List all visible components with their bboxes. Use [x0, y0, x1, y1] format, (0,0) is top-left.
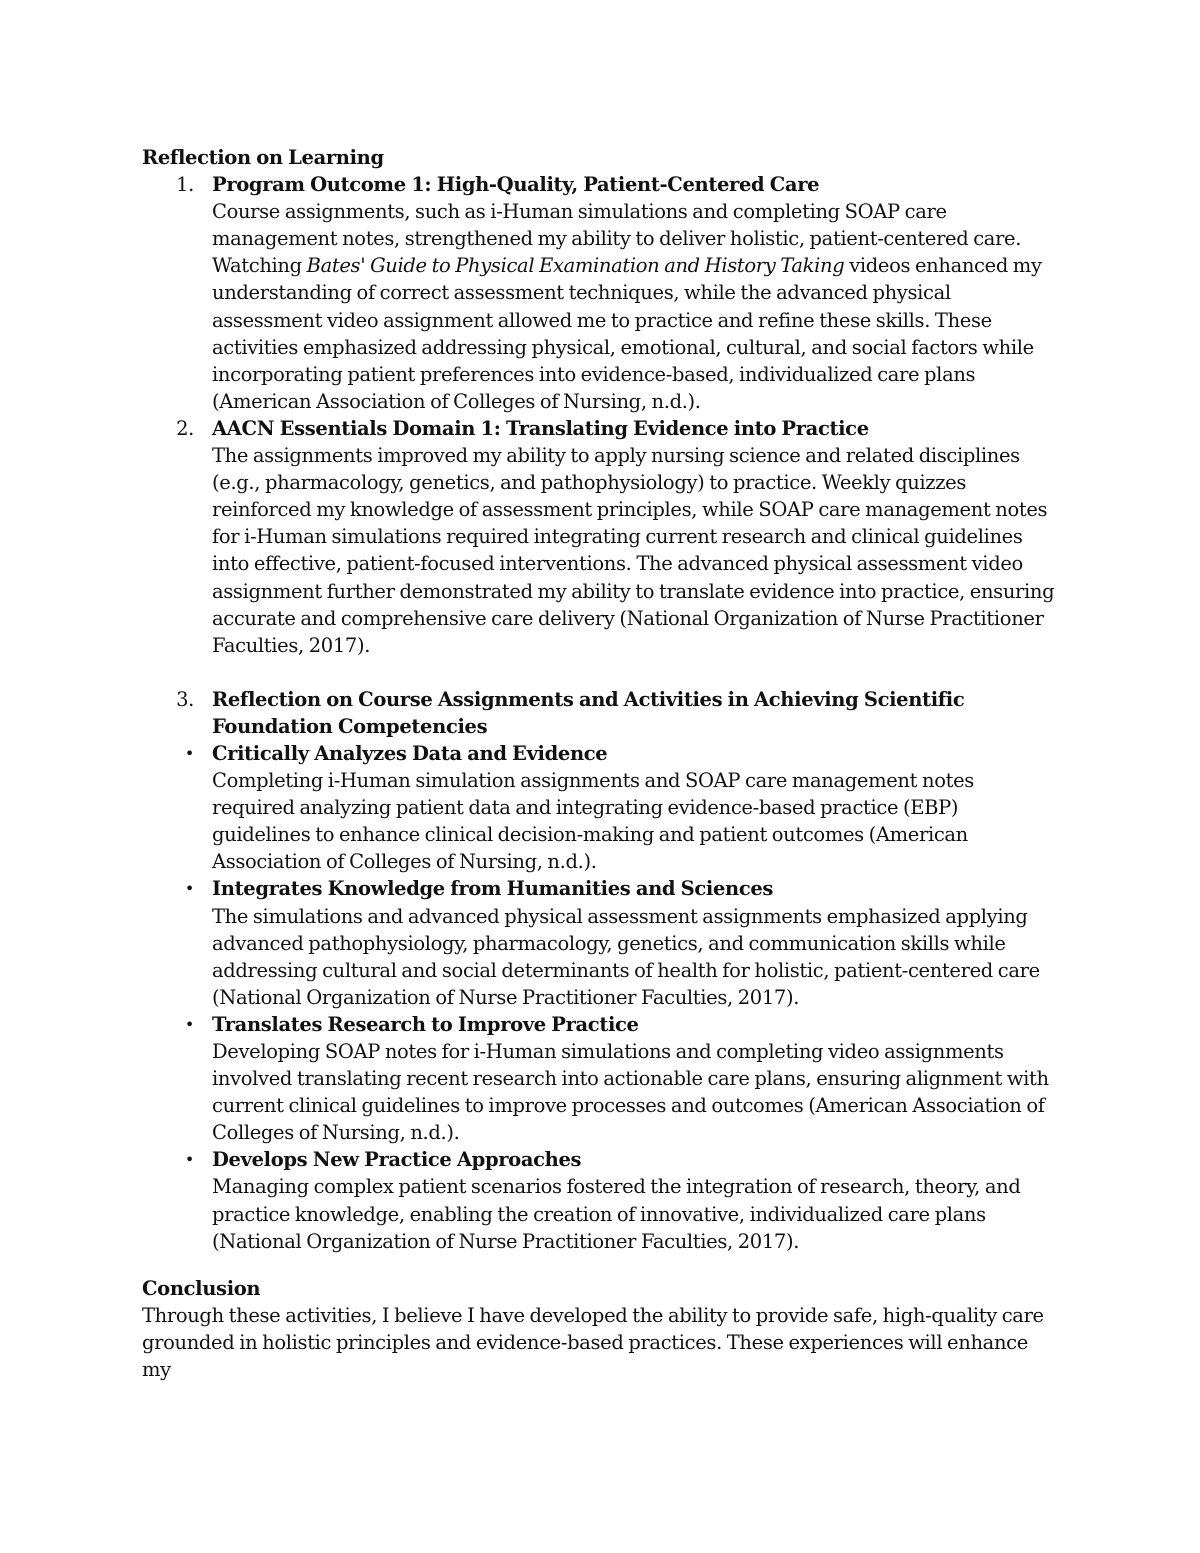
bullet-item-2 — [142, 875, 1060, 1010]
item-body: Developing SOAP notes for i-Human simulations and completing video assignments involved translating recent research into actionable care plans, ensuring alignment with current clinical guidelines to improve processes and outcomes (American Association of Colleges of Nursing, n.d.). — [212, 1040, 1049, 1145]
bullet-item-3 — [142, 1011, 1060, 1146]
spacer — [142, 659, 1060, 686]
bullet-item-4 — [142, 1146, 1060, 1254]
numbered-item-3 — [142, 686, 1060, 740]
item-title: Reflection on Course Assignments and Activities in Achieving Scientific Foundation Competencies — [212, 687, 965, 738]
spacer — [142, 1255, 1060, 1275]
item-title: Integrates Knowledge from Humanities and Sciences — [212, 877, 774, 901]
item-title: Program Outcome 1: High-Quality, Patient-Centered Care — [212, 173, 820, 197]
bullet-icon: • — [184, 879, 194, 899]
list-number: 2. — [176, 416, 194, 440]
numbered-item-1 — [142, 171, 1060, 415]
bullet-icon: • — [184, 743, 194, 763]
conclusion-paragraph: Through these activities, I believe I have developed the ability to provide safe, high-quality care grounded in holistic principles and evidence-based practices. These experiences will enhance my — [142, 1303, 1044, 1382]
item-title: Develops New Practice Approaches — [212, 1148, 582, 1172]
item-body-text: Course assignments, such as i-Human simulations and completing SOAP care management notes, strengthened my ability to deliver holistic, patient-centered care. Watching — [212, 200, 1022, 278]
item-body — [212, 198, 1060, 415]
numbered-item-2 — [142, 415, 1060, 659]
bullet-item-1 — [142, 740, 1060, 875]
item-title: AACN Essentials Domain 1: Translating Evidence into Practice — [212, 416, 869, 440]
item-body: Managing complex patient scenarios fostered the integration of research, theory, and practice knowledge, enabling the creation of innovative, individualized care plans (National Organization of Nurse Practitioner Faculties, 2017). — [212, 1175, 1021, 1253]
item-title: Critically Analyzes Data and Evidence — [212, 741, 608, 765]
document-content — [142, 144, 1060, 1383]
list-number: 1. — [176, 173, 194, 197]
item-body-text: videos enhanced my understanding of correct assessment techniques, while the advanced physical assessment video assignment allowed me to practice and refine these skills. These activities emphasized addressing physical, emotional, cultural, and social factors while incorporating patient preferences into evidence-based, individualized care plans (American Association of Colleges of Nursing, n.d.). — [212, 254, 1042, 413]
section-heading-conclusion: Conclusion — [142, 1276, 261, 1300]
list-number: 3. — [176, 687, 194, 711]
item-body: The simulations and advanced physical assessment assignments emphasized applying advanced pathophysiology, pharmacology, genetics, and communication skills while addressing cultural and social determinants of health for holistic, patient-centered care (National Organization of Nurse Practitioner Faculties, 2017). — [212, 904, 1040, 1009]
book-title: Bates' Guide to Physical Examination and History Taking — [306, 254, 845, 278]
item-title: Translates Research to Improve Practice — [212, 1012, 639, 1036]
bullet-icon: • — [184, 1150, 194, 1170]
item-body: The assignments improved my ability to apply nursing science and related disciplines (e.g., pharmacology, genetics, and pathophysiology) to practice. Weekly quizzes reinforced my knowledge of assessment principles, while SOAP care management notes for i-Human simulations required integrating current research and clinical guidelines into effective, patient-focused interventions. The advanced physical assessment video assignment further demonstrated my ability to translate evidence into practice, ensuring accurate and comprehensive care delivery (National Organization of Nurse Practitioner Faculties, 2017). — [212, 444, 1055, 657]
bullet-icon: • — [184, 1014, 194, 1034]
section-heading-reflection: Reflection on Learning — [142, 146, 384, 169]
item-body: Completing i-Human simulation assignments and SOAP care management notes required analyzing patient data and integrating evidence-based practice (EBP) guidelines to enhance clinical decision-making and patient outcomes (American Association of Colleges of Nursing, n.d.). — [212, 769, 974, 874]
